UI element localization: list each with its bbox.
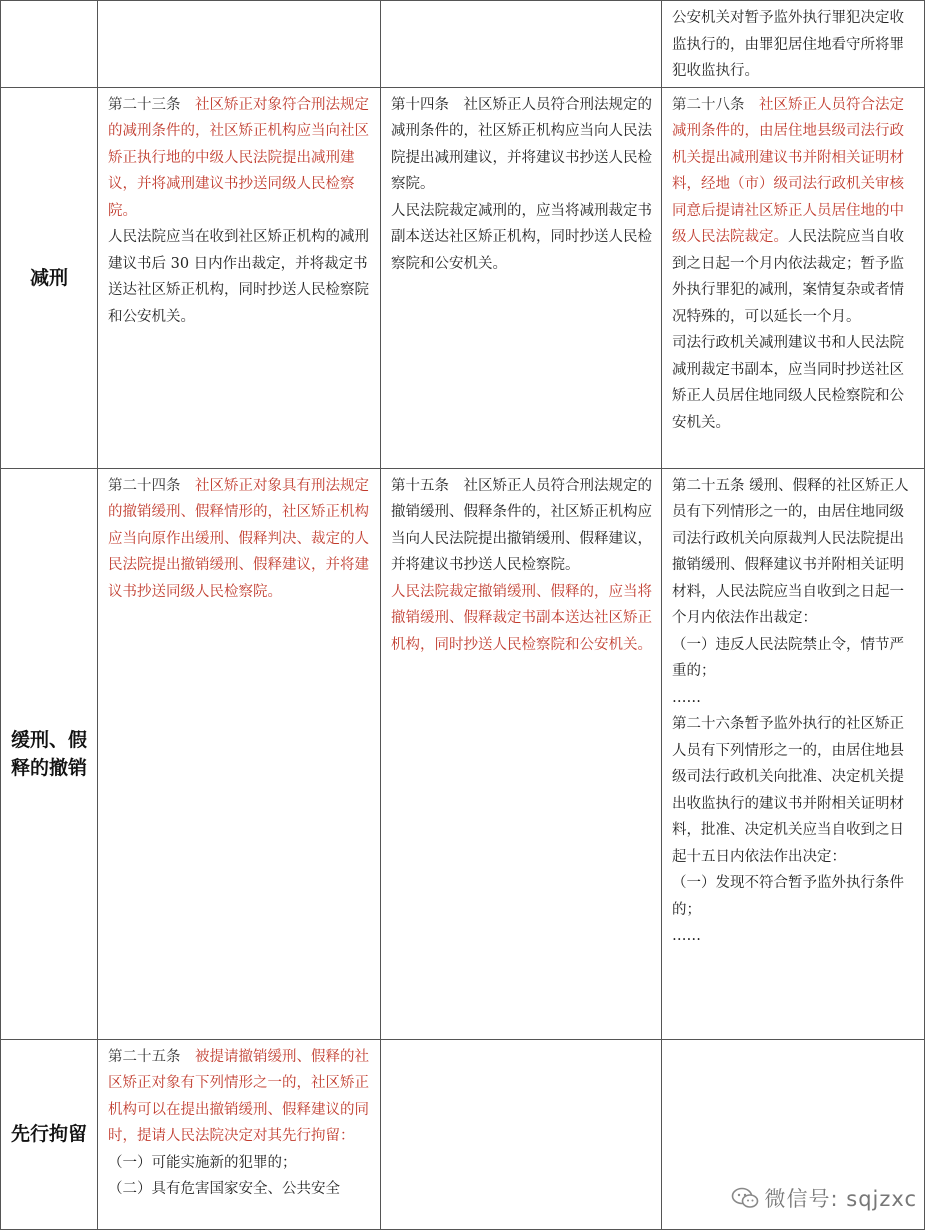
row-label [1,1,98,88]
paragraph [108,92,372,225]
cell-col1 [98,1039,381,1229]
paragraph [391,473,653,579]
cell-col2 [381,1,662,88]
paragraph-text: 社区矫正对象符合刑法规定的减刑条件的，社区矫正机构应当向社区矫正执行地的中级人民法院提出减刑建议，并将减刑建议书抄送同级人民检察院。 [108,96,369,219]
paragraph-text: （一）违反人民法院禁止令，情节严重的； [672,636,904,679]
paragraph-text: （一）可能实施新的犯罪的； [108,1154,297,1171]
paragraph-text: 公安机关对暂予监外执行罪犯决定收监执行的，由罪犯居住地看守所将罪犯收监执行。 [672,10,904,79]
paragraph-text: …… [672,928,701,944]
cell-col1 [98,468,381,1039]
paragraph-text: 被提请撤销缓刑、假释的社区矫正对象有下列情形之一的，社区矫正机构可以在提出撤销缓刑、假释建议的同时，提请人民法院决定对其先行拘留： [108,1048,369,1144]
article-number: 第二十八条 [672,96,745,113]
paragraph-tail: 人民法院应当自收到之日起一个月内依法裁定；暂予监外执行罪犯的减刑，案情复杂或者情况特殊的，可以延长一个月。 [672,229,904,325]
wechat-icon [731,1187,759,1209]
paragraph-text: 第二十五条 缓刑、假释的社区矫正人员有下列情形之一的，由居住地同级司法行政机关向原裁判人民法院提出撤销缓刑、假释建议书并附相关证明材料，人民法院应当自收到之日起一个月内依法作出裁定： [672,477,909,626]
row-commutation [1,87,925,468]
watermark [731,1183,917,1213]
paragraph [391,198,653,278]
paragraph [391,92,653,198]
article-number: 第二十三条 [108,96,181,113]
paragraph [108,473,372,606]
paragraph [672,711,916,870]
paragraph [391,579,653,659]
row-label: 缓刑、假释的撤销 [1,468,98,1039]
cell-col1 [98,87,381,468]
paragraph-text: 社区矫正人员符合法定减刑条件的，由居住地县级司法行政机关提出减刑建议书并附相关证明材料，经地（市）级司法行政机关审核同意后提请社区矫正人员居住地的中级人民法院裁定。 [672,96,904,245]
article-number: 第二十五条 [108,1048,181,1065]
cell-col1 [98,1,381,88]
cell-col3 [662,1,925,88]
paragraph [672,685,916,712]
paragraph [108,1044,372,1150]
paragraph-text: 司法行政机关减刑建议书和人民法院减刑裁定书副本，应当同时抄送社区矫正人员居住地同级人民检察院和公安机关。 [672,335,904,431]
paragraph-text: （一）发现不符合暂予监外执行条件的； [672,875,904,918]
paragraph [672,92,916,331]
article-number: 第二十四条 [108,477,181,494]
paragraph-text: 人民法院裁定撤销缓刑、假释的，应当将撤销缓刑、假释裁定书副本送达社区矫正机构，同时抄送人民检察院和公安机关。 [391,583,652,653]
paragraph [672,923,916,950]
paragraph [108,1176,372,1203]
paragraph-text: 人民法院应当在收到社区矫正机构的减刑建议书后 30 日内作出裁定，并将裁定书送达社区矫正机构，同时抄送人民检察院和公安机关。 [108,229,369,325]
cell-col3 [662,87,925,468]
paragraph-text: 第二十六条暂予监外执行的社区矫正人员有下列情形之一的，由居住地县级司法行政机关向批准、决定机关提出收监执行的建议书并附相关证明材料，批准、决定机关应当自收到之日起十五日内依法作出决定： [672,716,904,865]
row-label: 先行拘留 [1,1039,98,1229]
paragraph-text: 第十五条 社区矫正人员符合刑法规定的撤销缓刑、假释条件的，社区矫正机构应当向人民法院提出撤销缓刑、假释建议，并将建议书抄送人民检察院。 [391,477,652,573]
paragraph [108,224,372,330]
paragraph [108,1150,372,1177]
paragraph [672,870,916,923]
row-revocation [1,468,925,1039]
watermark-text: 微信号: sqjzxc [764,1187,917,1211]
paragraph-text: 人民法院裁定减刑的，应当将减刑裁定书副本送达社区矫正机构，同时抄送人民检察院和公安机关。 [391,202,652,272]
paragraph [672,473,916,632]
cell-col3 [662,468,925,1039]
cell-col2 [381,87,662,468]
paragraph-text: …… [672,689,701,706]
paragraph-text: 第十四条 社区矫正人员符合刑法规定的减刑条件的，社区矫正机构应当向人民法院提出减刑建议，并将建议书抄送人民检察院。 [391,96,652,192]
cell-col2 [381,1039,662,1229]
paragraph-text: （二）具有危害国家安全、公共安全 [108,1181,340,1197]
paragraph [672,632,916,685]
row-continuation [1,1,925,88]
paragraph [672,330,916,436]
cell-col2 [381,468,662,1039]
paragraph [672,5,916,85]
row-label: 减刑 [1,87,98,468]
paragraph-text: 社区矫正对象具有刑法规定的撤销缓刑、假释情形的，社区矫正机构应当向原作出缓刑、假释判决、裁定的人民法院提出撤销缓刑、假释建议，并将建议书抄送同级人民检察院。 [108,477,369,600]
